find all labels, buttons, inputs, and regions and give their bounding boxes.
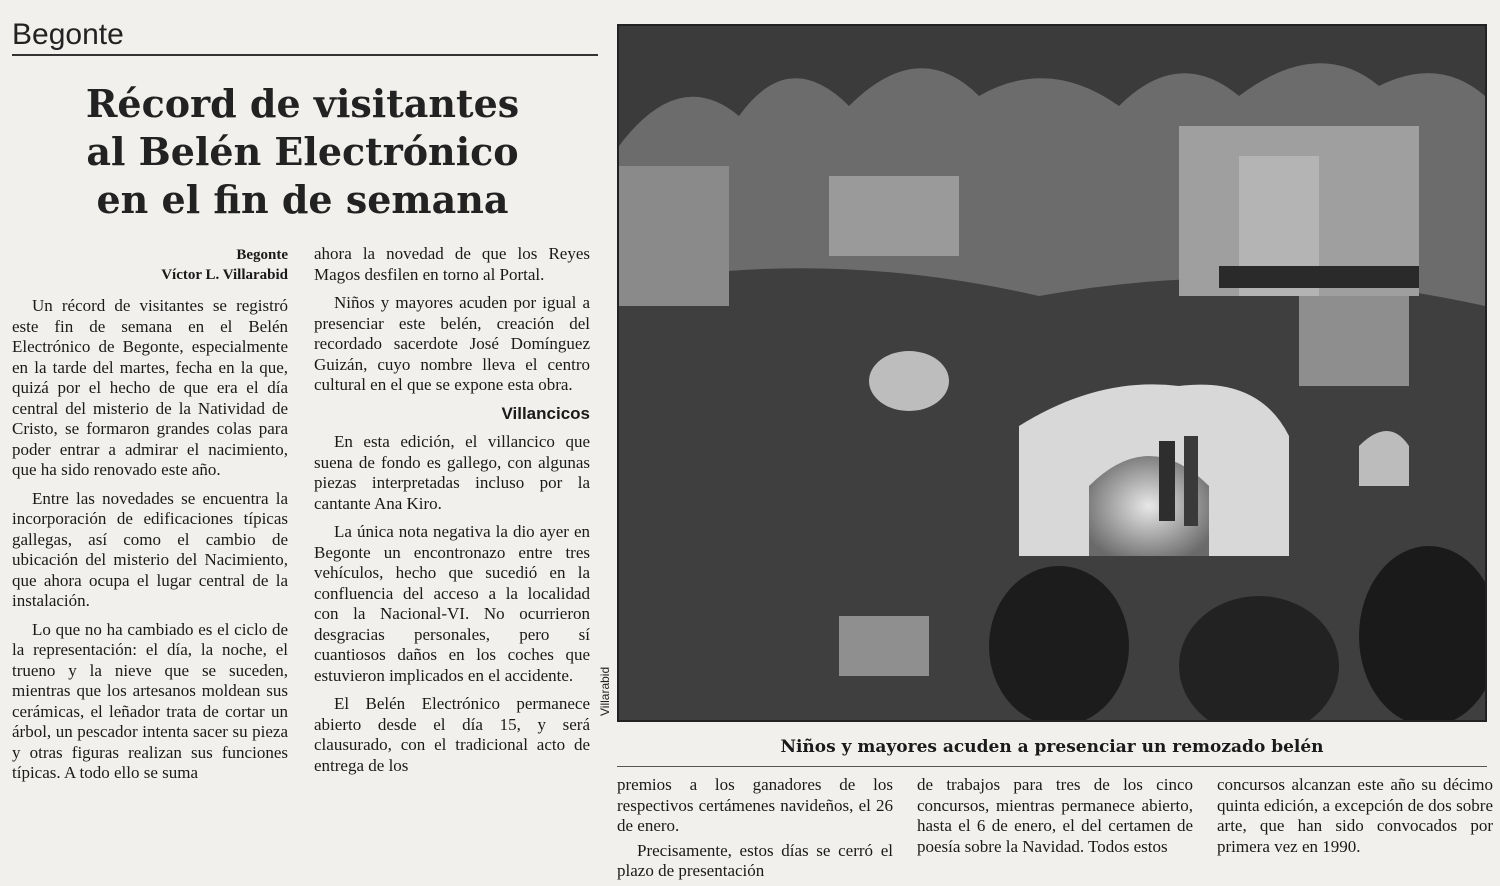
paragraph: Precisamente, estos días se cerró el plazo de presentación <box>617 840 893 880</box>
byline <box>60 245 288 285</box>
paragraph: ahora la novedad de que los Reyes Magos desfilen en torno al Portal. <box>314 244 590 284</box>
paragraph: La única nota negativa la dio ayer en Begonte un encontronazo entre tres vehículos, hecho que sucedió en la confluencia del acceso a la localidad con la Nacional-VI. No ocurrieron desgracias personales, pero sí cuantiosos daños en los coches que estuvieron implicados en el accidente. <box>314 522 590 685</box>
paragraph: de trabajos para tres de los cinco concursos, mientras permanece abierto, hasta el 6 de enero, el del certamen de poesía sobre la Navidad. Todos estos <box>917 775 1193 856</box>
headline-line: en el fin de semana <box>96 177 509 222</box>
paragraph: Un récord de visitantes se registró este fin de semana en el Belén Electrónico de Begonte, especialmente en la tarde del martes, fecha en la que, quizá por el hecho de que era el día central del misterio de la Natividad de Cristo, se formaron grandes colas para poder entrar a admirar el nacimiento, que ha sido renovado este año. <box>12 296 288 479</box>
headline-line: al Belén Electrónico <box>86 129 519 174</box>
article-column-5 <box>1217 775 1493 861</box>
subheading: Villancicos <box>501 403 590 423</box>
photo-caption: Niños y mayores acuden a presenciar un remozado belén <box>780 737 1324 757</box>
byline-author: Víctor L. Villarabid <box>161 267 288 283</box>
nativity-scene-image <box>619 26 1485 720</box>
article-column-2 <box>314 244 590 784</box>
paragraph: En esta edición, el villancico que suena de fondo es gallego, con algunas piezas interpretadas incluso por la cantante Ana Kiro. <box>314 432 590 513</box>
article-column-1 <box>12 296 288 792</box>
paragraph: El Belén Electrónico permanece abierto desde el día 15, y será clausurado, con el tradicional acto de entrega de los <box>314 694 590 775</box>
headline <box>10 80 595 224</box>
caption-rule <box>617 766 1487 767</box>
section-label: Begonte <box>12 18 124 51</box>
byline-place: Begonte <box>236 247 288 263</box>
paragraph: Entre las novedades se encuentra la incorporación de edificaciones típicas gallegas, así como el cambio de ubicación del misterio del Nacimiento, que ahora ocupa el lugar central de la instalación. <box>12 488 288 610</box>
paragraph: premios a los ganadores de los respectivos certámenes navideños, el 26 de enero. <box>617 775 893 835</box>
article-column-4 <box>917 775 1193 861</box>
section-rule <box>12 54 598 56</box>
paragraph: Lo que no ha cambiado es el ciclo de la representación: el día, la noche, el trueno y la nieve que se suceden, mientras que los artesanos moldean sus cerámicas, el leñador trata de cortar un árbol, un pescador intenta sacer su pieza y otras figuras realizan sus funciones típicas. A todo ello se suma <box>12 619 288 782</box>
article-column-3 <box>617 775 893 886</box>
nativity-photo <box>617 24 1487 722</box>
photo-credit: Villarabid <box>598 666 612 716</box>
headline-line: Récord de visitantes <box>85 81 520 126</box>
paragraph: concursos alcanzan este año su décimo quinta edición, a excepción de dos sobre arte, que han sido convocados por primera vez en 1990. <box>1217 775 1493 856</box>
paragraph: Niños y mayores acuden por igual a presenciar este belén, creación del recordado sacerdote José Domínguez Guizán, cuyo nombre lleva el centro cultural en el que se expone esta obra. <box>314 293 590 394</box>
